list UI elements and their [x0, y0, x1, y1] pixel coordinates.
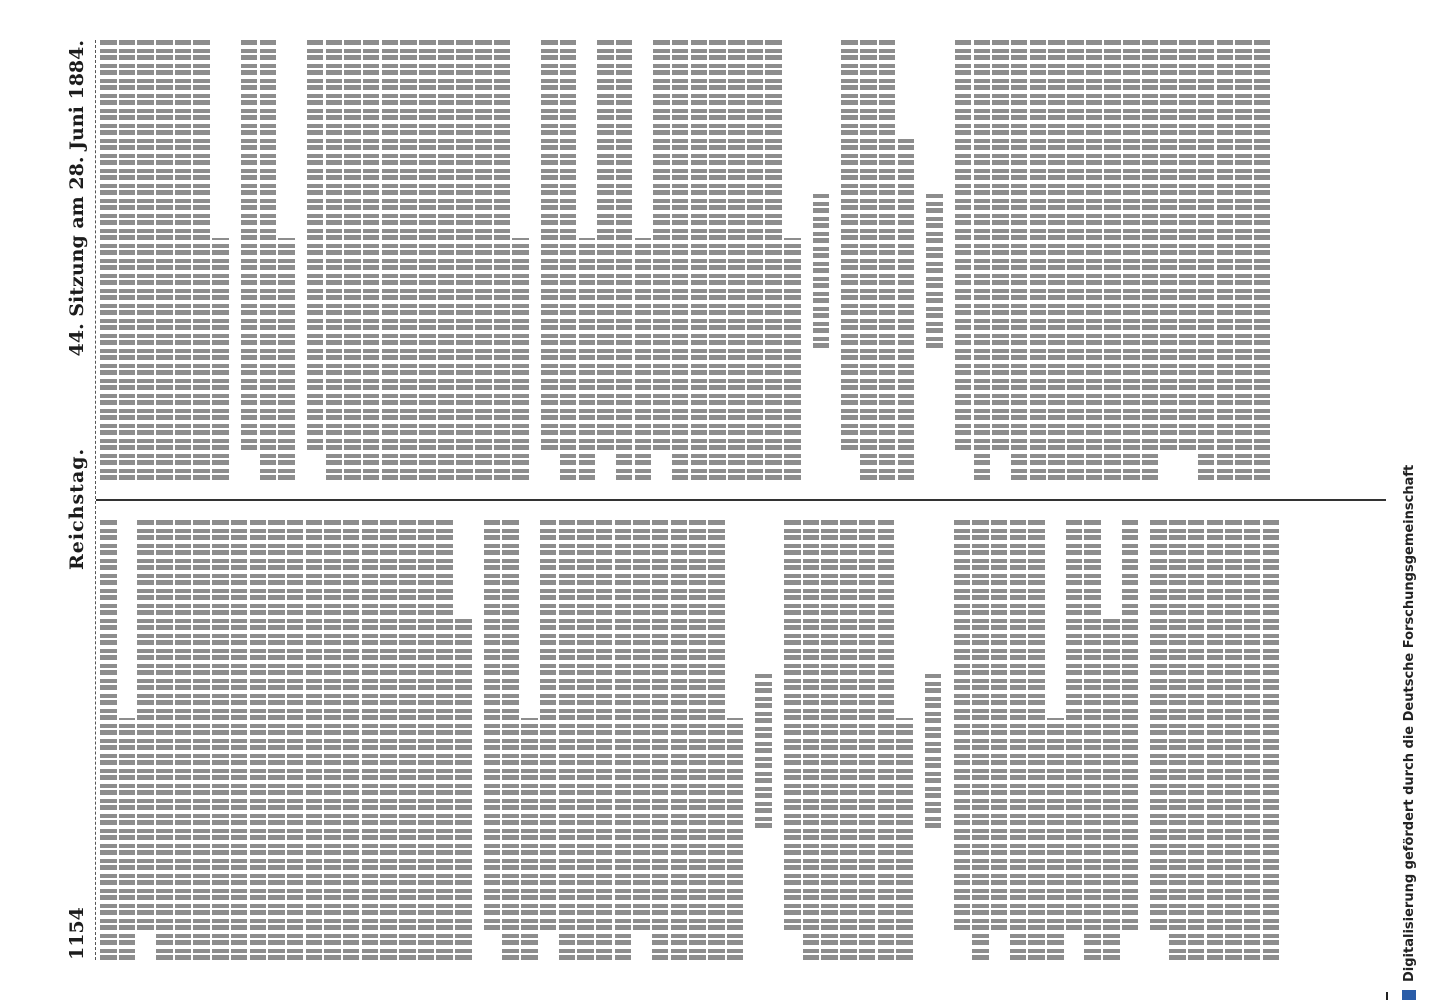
text-line — [1198, 40, 1215, 480]
text-line — [652, 520, 669, 960]
left-column — [100, 520, 1380, 960]
text-line — [709, 40, 726, 480]
text-line — [1011, 40, 1028, 480]
text-line — [821, 520, 838, 960]
text-line — [540, 520, 557, 930]
page-number: 1154 — [66, 907, 88, 960]
text-line — [212, 238, 229, 480]
text-line — [344, 40, 361, 480]
text-line — [633, 520, 650, 930]
text-line — [560, 40, 577, 480]
text-line — [541, 40, 558, 450]
text-line — [765, 40, 782, 480]
text-line — [1142, 40, 1159, 480]
text-line — [635, 238, 652, 480]
session-title: 44. Sitzung am 28. Juni 1884. — [66, 40, 88, 357]
text-line — [1217, 40, 1234, 480]
text-line — [974, 40, 991, 480]
text-line — [1207, 520, 1224, 960]
text-line — [268, 520, 285, 960]
text-line — [456, 40, 473, 480]
running-title: Reichstag. — [66, 447, 88, 570]
text-line — [1225, 520, 1242, 960]
text-line — [193, 40, 210, 480]
text-line — [455, 617, 472, 960]
text-line — [1067, 40, 1084, 480]
text-line — [241, 40, 258, 450]
text-line — [1086, 40, 1103, 480]
text-line — [896, 718, 913, 960]
text-line — [419, 40, 436, 480]
text-line — [689, 520, 706, 960]
text-line — [1030, 40, 1047, 480]
text-line — [382, 40, 399, 480]
text-line — [671, 520, 688, 960]
text-line — [1123, 40, 1140, 480]
text-line — [399, 520, 416, 960]
column-divider — [96, 499, 1386, 501]
text-line — [521, 718, 538, 960]
text-line — [119, 718, 136, 960]
text-line — [1047, 718, 1064, 960]
text-line — [363, 40, 380, 480]
text-line — [1028, 520, 1045, 960]
text-line — [436, 520, 453, 960]
text-line — [438, 40, 455, 480]
text-line — [137, 520, 154, 930]
text-line — [972, 520, 989, 960]
text-line — [1244, 520, 1261, 960]
text-line — [137, 40, 154, 480]
text-line — [475, 40, 492, 480]
text-line — [616, 40, 633, 480]
text-line — [156, 40, 173, 480]
dfg-logo — [1402, 990, 1416, 1000]
text-line — [156, 520, 173, 960]
text-line — [324, 520, 341, 960]
text-line — [1169, 520, 1186, 960]
text-line — [579, 238, 596, 480]
text-line — [212, 520, 229, 960]
text-line — [747, 40, 764, 480]
text-line — [1254, 40, 1271, 480]
text-line — [803, 520, 820, 960]
text-line — [1150, 520, 1167, 930]
text-line — [175, 40, 192, 480]
text-line — [1179, 40, 1196, 450]
text-line — [672, 40, 689, 480]
text-line — [991, 520, 1008, 930]
text-line — [326, 40, 343, 480]
text-line — [175, 520, 192, 960]
text-line — [1048, 40, 1065, 480]
text-line — [1263, 520, 1280, 960]
text-line — [1122, 520, 1139, 930]
text-line — [596, 520, 613, 960]
text-line — [615, 520, 632, 960]
text-line — [119, 40, 136, 480]
text-line — [484, 520, 501, 930]
text-line — [231, 520, 248, 960]
text-line — [559, 520, 576, 960]
text-line — [728, 40, 745, 480]
text-line — [307, 40, 324, 450]
text-line — [708, 520, 725, 960]
text-line — [260, 40, 277, 480]
text-line — [418, 520, 435, 960]
text-line — [512, 238, 529, 480]
text-line — [1103, 617, 1120, 960]
text-line — [954, 520, 971, 930]
text-line — [1104, 40, 1121, 480]
text-line — [306, 520, 323, 960]
text-line — [784, 520, 801, 930]
text-line — [860, 40, 877, 480]
text-line — [362, 520, 379, 960]
text-line — [925, 674, 942, 828]
text-line — [755, 674, 772, 828]
corner-mark — [1386, 992, 1388, 1000]
text-line — [727, 718, 744, 960]
text-line — [250, 520, 267, 960]
text-line — [879, 40, 896, 480]
text-line — [1188, 520, 1205, 960]
text-line — [653, 40, 670, 450]
digitization-note: Digitalisierung gefördert durch die Deutsche Forschungsgemeinschaft — [1402, 464, 1417, 982]
text-line — [1010, 520, 1027, 960]
text-line — [380, 520, 397, 960]
text-line — [502, 520, 519, 960]
text-line — [1084, 520, 1101, 960]
right-column — [100, 40, 1380, 480]
text-line — [992, 40, 1009, 450]
text-line — [1160, 40, 1177, 450]
text-line — [840, 520, 857, 960]
text-line — [100, 40, 117, 480]
text-line — [577, 520, 594, 960]
page-header — [66, 40, 92, 960]
text-line — [287, 520, 304, 960]
text-line — [400, 40, 417, 480]
text-line — [813, 194, 830, 348]
text-line — [955, 40, 972, 450]
text-line — [898, 137, 915, 480]
text-line — [841, 40, 858, 450]
text-line — [859, 520, 876, 960]
text-line — [1235, 40, 1252, 480]
text-line — [193, 520, 210, 960]
text-line — [784, 238, 801, 480]
text-line — [597, 40, 614, 450]
text-line — [1066, 520, 1083, 930]
text-line — [343, 520, 360, 960]
text-line — [278, 238, 295, 480]
text-line — [878, 520, 895, 960]
text-line — [494, 40, 511, 480]
text-line — [926, 194, 943, 348]
text-line — [691, 40, 708, 480]
text-line — [100, 520, 117, 960]
